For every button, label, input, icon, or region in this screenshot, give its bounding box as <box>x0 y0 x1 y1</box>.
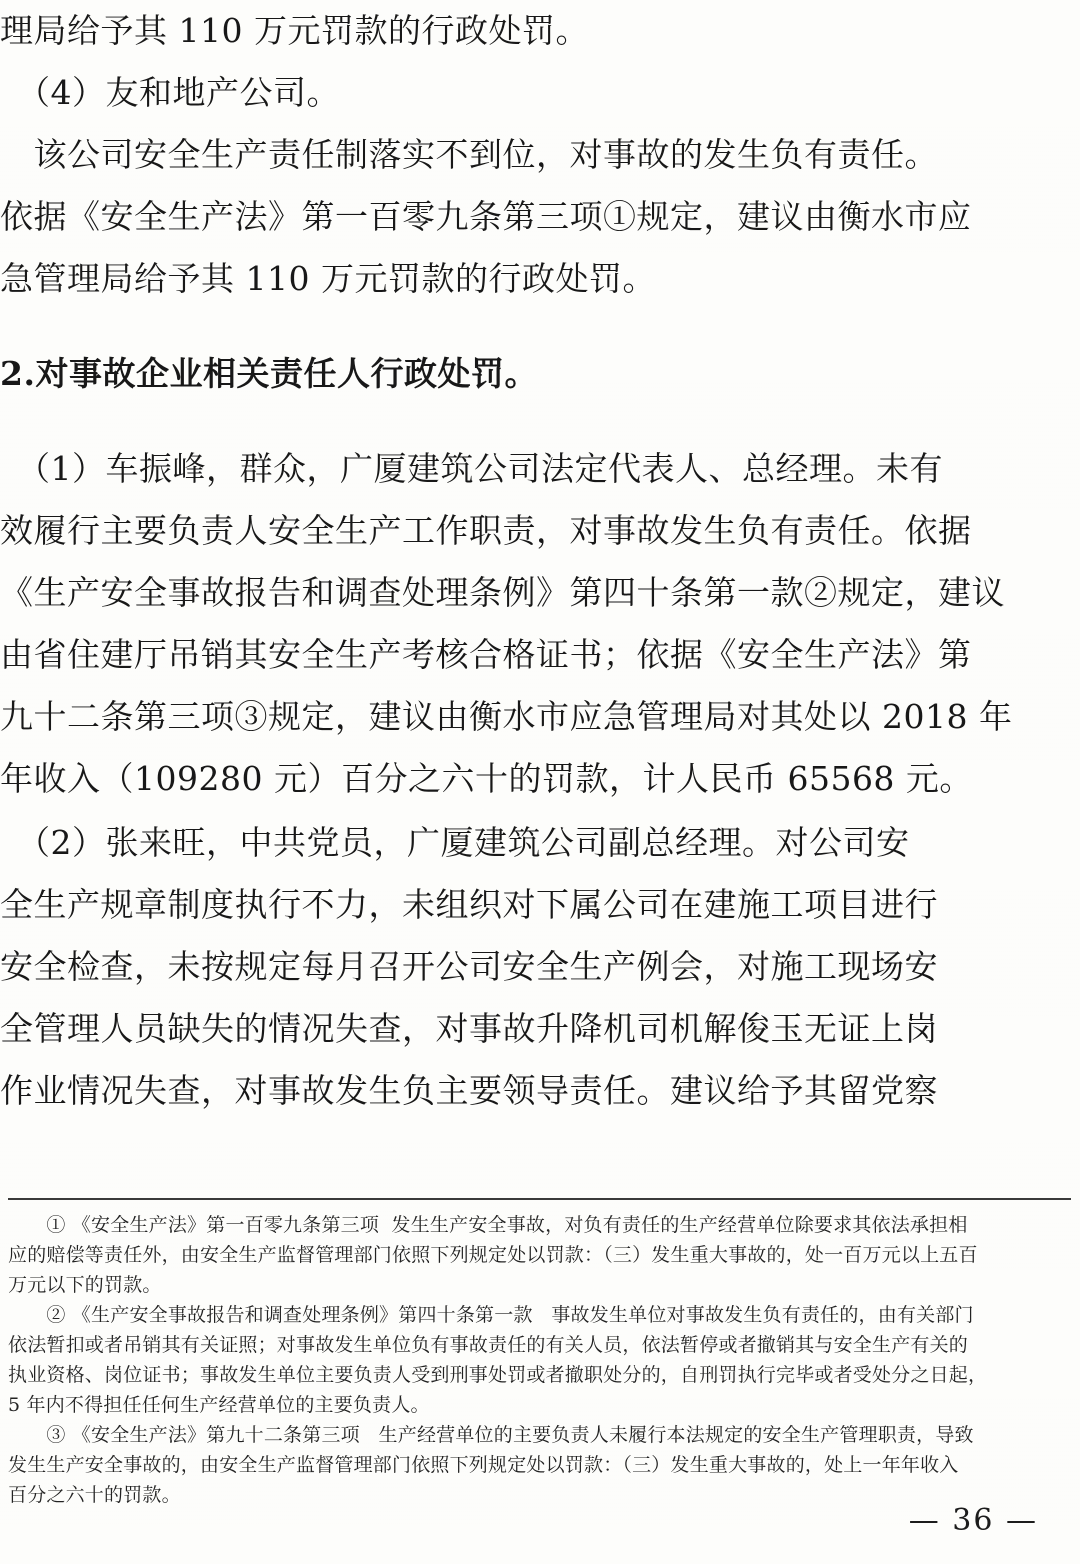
body-line: 由省住建厅吊销其安全生产考核合格证书；依据《安全生产法》第 <box>0 635 972 674</box>
page-number: — 36 — <box>908 1503 1038 1538</box>
paragraph-person-1 <box>0 438 1080 810</box>
body-line: （1）车振峰，群众，广厦建筑公司法定代表人、总经理。未有 <box>0 449 943 488</box>
body-line: （4）友和地产公司。 <box>0 73 340 112</box>
footnote-line: ② 《生产安全事故报告和调查处理条例》第四十条第一款 事故发生单位对事故发生负有责任的，由有关部门 <box>8 1304 974 1326</box>
body-line: 全管理人员缺失的情况失查，对事故升降机司机解俊玉无证上岗 <box>0 1009 938 1048</box>
footnote-line: 应的赔偿等责任外，由安全生产监督管理部门依照下列规定处以罚款：（三）发生重大事故的，处一百万元以上五百 <box>8 1244 978 1266</box>
body-line: 年收入（109280 元）百分之六十的罚款，计人民币 65568 元。 <box>0 759 973 798</box>
footnote-line: ① 《安全生产法》第一百零九条第三项 发生生产安全事故，对负有责任的生产经营单位除要求其依法承担相 <box>8 1214 968 1236</box>
body-line: 依据《安全生产法》第一百零九条第三项①规定，建议由衡水市应 <box>0 197 972 236</box>
footnote-line: 5 年内不得担任任何生产经营单位的主要负责人。 <box>8 1394 430 1416</box>
body-line: 作业情况失查，对事故发生负主要领导责任。建议给予其留党察 <box>0 1071 938 1110</box>
body-line: 急管理局给予其 110 万元罚款的行政处罚。 <box>0 259 656 298</box>
body-line: 全生产规章制度执行不力，未组织对下属公司在建施工项目进行 <box>0 885 938 924</box>
paragraph-penalty-youhe <box>0 0 1080 310</box>
footnote-line: ③ 《安全生产法》第九十二条第三项 生产经营单位的主要负责人未履行本法规定的安全生产管理职责，导致 <box>8 1424 974 1446</box>
body-line: 效履行主要负责人安全生产工作职责，对事故发生负有责任。依据 <box>0 511 972 550</box>
body-line: 该公司安全生产责任制落实不到位，对事故的发生负有责任。 <box>0 135 938 174</box>
body-line: （2）张来旺，中共党员，广厦建筑公司副总经理。对公司安 <box>0 823 910 862</box>
footnote-line: 执业资格、岗位证书；事故发生单位主要负责人受到刑事处罚或者撤职处分的，自刑罚执行完毕或者受处分之日起， <box>8 1364 988 1386</box>
footnote-line: 百分之六十的罚款。 <box>8 1484 181 1506</box>
footnote-line: 依法暂扣或者吊销其有关证照；对事故发生单位负有事故责任的有关人员，依法暂停或者撤销其与安全生产有关的 <box>8 1334 969 1356</box>
footnote-block <box>8 1210 1070 1510</box>
footnote-line: 万元以下的罚款。 <box>8 1274 162 1296</box>
body-line: 《生产安全事故报告和调查处理条例》第四十条第一款②规定，建议 <box>0 573 1005 612</box>
body-line: 理局给予其 110 万元罚款的行政处罚。 <box>0 11 589 50</box>
paragraph-person-2 <box>0 812 1080 1122</box>
footnote-separator <box>8 1198 1071 1200</box>
body-line: 九十二条第三项③规定，建议由衡水市应急管理局对其处以 2018 年 <box>0 697 1013 736</box>
footnote-line: 发生生产安全事故的，由安全生产监督管理部门依照下列规定处以罚款：（三）发生重大事故的，处上一年年收入 <box>8 1454 959 1476</box>
body-line: 安全检查，未按规定每月召开公司安全生产例会，对施工现场安 <box>0 947 938 986</box>
section-heading: 2.对事故企业相关责任人行政处罚。 <box>0 354 538 393</box>
